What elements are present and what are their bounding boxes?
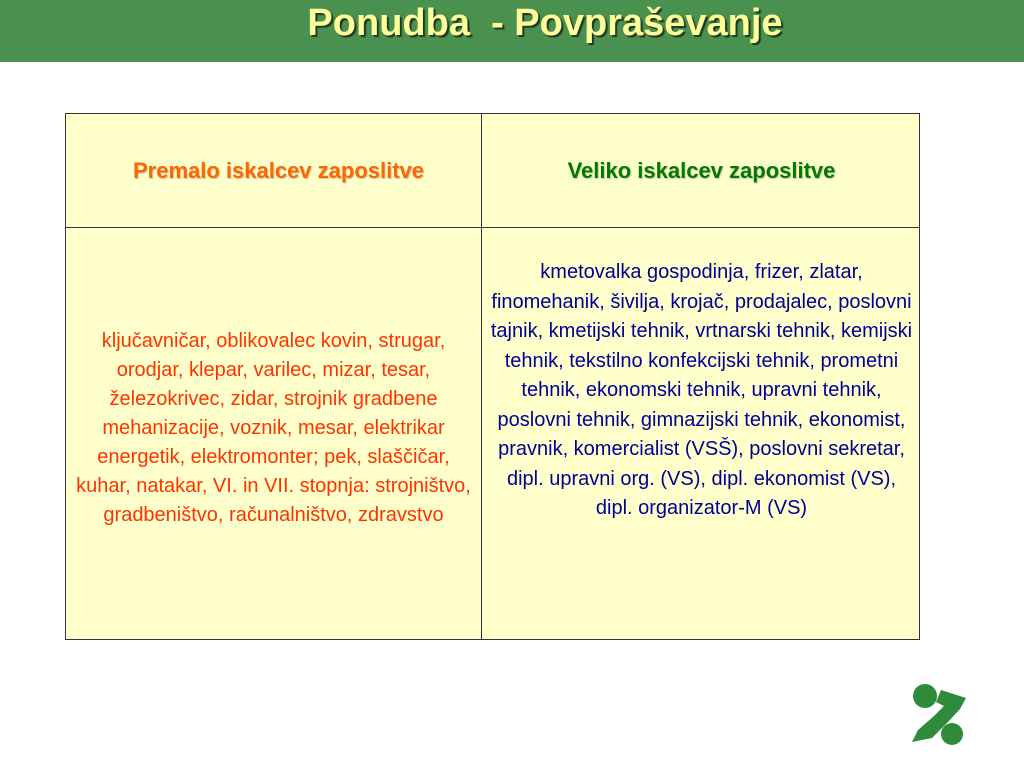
body-cell-surplus <box>482 228 921 639</box>
body-cell-shortage <box>66 228 481 639</box>
header-cell-surplus <box>482 114 921 227</box>
header-surplus: Veliko iskalcev zaposlitve <box>567 157 836 183</box>
green-figure-logo-icon <box>908 682 968 746</box>
shortage-occupations: ključavničar, oblikovalec kovin, strugar, orodjar, klepar, varilec, mizar, tesar, železokrivec, zidar, strojnik gradbene mehanizacije, voznik, mesar, elektrikar energetik, elektromonter; pek, slaščičar, kuhar, natakar, VI. in VII. stopnja: strojništvo, gradbeništvo, računalništvo, zdravstvo <box>76 330 471 526</box>
header-cell-shortage <box>66 114 481 227</box>
comparison-table <box>65 113 920 640</box>
title-bar <box>0 0 1024 62</box>
surplus-occupations: kmetovalka gospodinja, frizer, zlatar, finomehanik, šivilja, krojač, prodajalec, poslovni tajnik, kmetijski tehnik, vrtnarski tehnik, kemijski tehnik, tekstilno konfekcijski tehnik, prometni tehnik, ekonomski tehnik, upravni tehnik, poslovni tehnik, gimnazijski tehnik, ekonomist, pravnik, komercialist (VSŠ), poslovni sekretar, dipl. upravni org. (VS), dipl. ekonomist (VS), dipl. organizator-M (VS) <box>490 261 913 519</box>
header-shortage: Premalo iskalcev zaposlitve <box>132 157 425 183</box>
slide-title: Ponudba - Povpraševanje <box>307 2 783 44</box>
